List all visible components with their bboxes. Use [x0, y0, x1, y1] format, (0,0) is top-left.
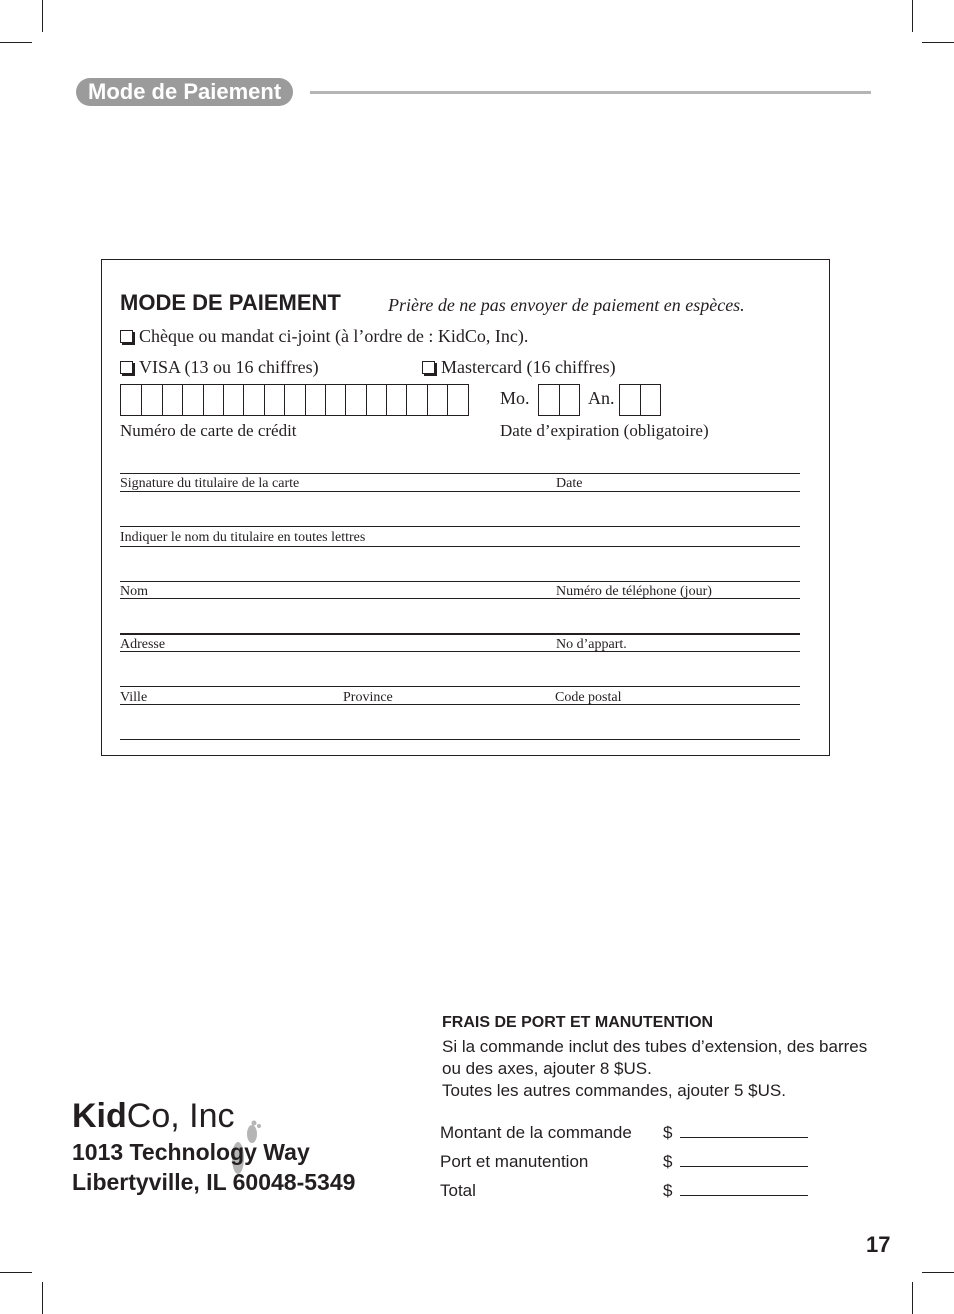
crop-mark [0, 1272, 32, 1273]
apt-label: No d’appart. [556, 637, 627, 652]
shipping-text-line: Toutes les autres commandes, ajouter 5 $US. [442, 1081, 786, 1100]
total-shipping-field[interactable] [680, 1166, 808, 1167]
print-name-line[interactable] [120, 526, 800, 527]
address-label: Adresse [120, 637, 166, 652]
year-label: An. [588, 388, 615, 408]
month-label: Mo. [500, 388, 530, 408]
city-line[interactable] [120, 686, 800, 687]
logo-kid: Kid [72, 1097, 127, 1135]
card-number-boxes[interactable] [120, 384, 469, 416]
date-label: Date [556, 476, 583, 491]
kidco-logo [72, 1097, 235, 1136]
separator [120, 546, 800, 547]
payment-form [101, 259, 830, 756]
postal-label: Code postal [555, 690, 622, 705]
crop-mark [42, 1282, 43, 1314]
crop-mark [922, 1272, 954, 1273]
option-check-label: Chèque ou mandat ci-joint (à l’ordre de : KidCo, Inc). [139, 326, 529, 346]
page-number: 17 [866, 1232, 891, 1257]
shipping-title: FRAIS DE PORT ET MANUTENTION [442, 1014, 714, 1031]
separator [120, 704, 800, 705]
form-note: Prière de ne pas envoyer de paiement en espèces. [388, 295, 745, 315]
extra-line[interactable] [120, 739, 800, 740]
address-line[interactable] [120, 633, 800, 635]
option-visa[interactable] [120, 357, 319, 378]
signature-label: Signature du titulaire de la carte [120, 476, 300, 491]
crop-mark [922, 42, 954, 43]
province-label: Province [343, 690, 393, 705]
address-line-1: 1013 Technology Way [72, 1139, 310, 1165]
form-title: MODE DE PAIEMENT [120, 290, 341, 315]
section-rule [310, 91, 871, 94]
crop-mark [912, 1282, 913, 1314]
expiry-label: Date d’expiration (obligatoire) [500, 421, 709, 440]
month-boxes[interactable] [538, 384, 580, 416]
total-label-order: Montant de la commande [440, 1123, 632, 1142]
checkbox-icon[interactable] [120, 330, 133, 343]
crop-mark [912, 0, 913, 32]
currency-symbol: $ [663, 1123, 673, 1142]
option-visa-label: VISA (13 ou 16 chiffres) [139, 357, 319, 377]
shipping-text-line: Si la commande inclut des tubes d’extension, des barres ou des axes, ajouter 8 $US. [442, 1037, 868, 1078]
total-total-field[interactable] [680, 1195, 808, 1196]
separator [120, 598, 800, 599]
separator [120, 491, 800, 492]
option-mastercard[interactable] [422, 357, 616, 378]
separator [120, 651, 800, 652]
city-label: Ville [120, 690, 148, 705]
total-label-shipping: Port et manutention [440, 1152, 589, 1171]
checkbox-icon[interactable] [422, 361, 435, 374]
option-mastercard-label: Mastercard (16 chiffres) [441, 357, 616, 377]
checkbox-icon[interactable] [120, 361, 133, 374]
logo-rest: Co, Inc [126, 1097, 235, 1135]
section-title: Mode de Paiement [76, 78, 293, 106]
year-boxes[interactable] [619, 384, 661, 416]
currency-symbol: $ [663, 1152, 673, 1171]
phone-label: Numéro de téléphone (jour) [556, 584, 712, 599]
address-line-2: Libertyville, IL 60048-5349 [72, 1169, 356, 1195]
option-check[interactable] [120, 326, 528, 347]
crop-mark [42, 0, 43, 32]
shipping-text [442, 1036, 882, 1102]
name-line[interactable] [120, 581, 800, 582]
name-label: Nom [120, 584, 148, 599]
card-number-label: Numéro de carte de crédit [120, 421, 297, 440]
total-order-field[interactable] [680, 1137, 808, 1138]
signature-line[interactable] [120, 473, 800, 474]
total-label-total: Total [440, 1181, 476, 1200]
currency-symbol: $ [663, 1181, 673, 1200]
print-name-label: Indiquer le nom du titulaire en toutes lettres [120, 530, 366, 545]
crop-mark [0, 42, 32, 43]
